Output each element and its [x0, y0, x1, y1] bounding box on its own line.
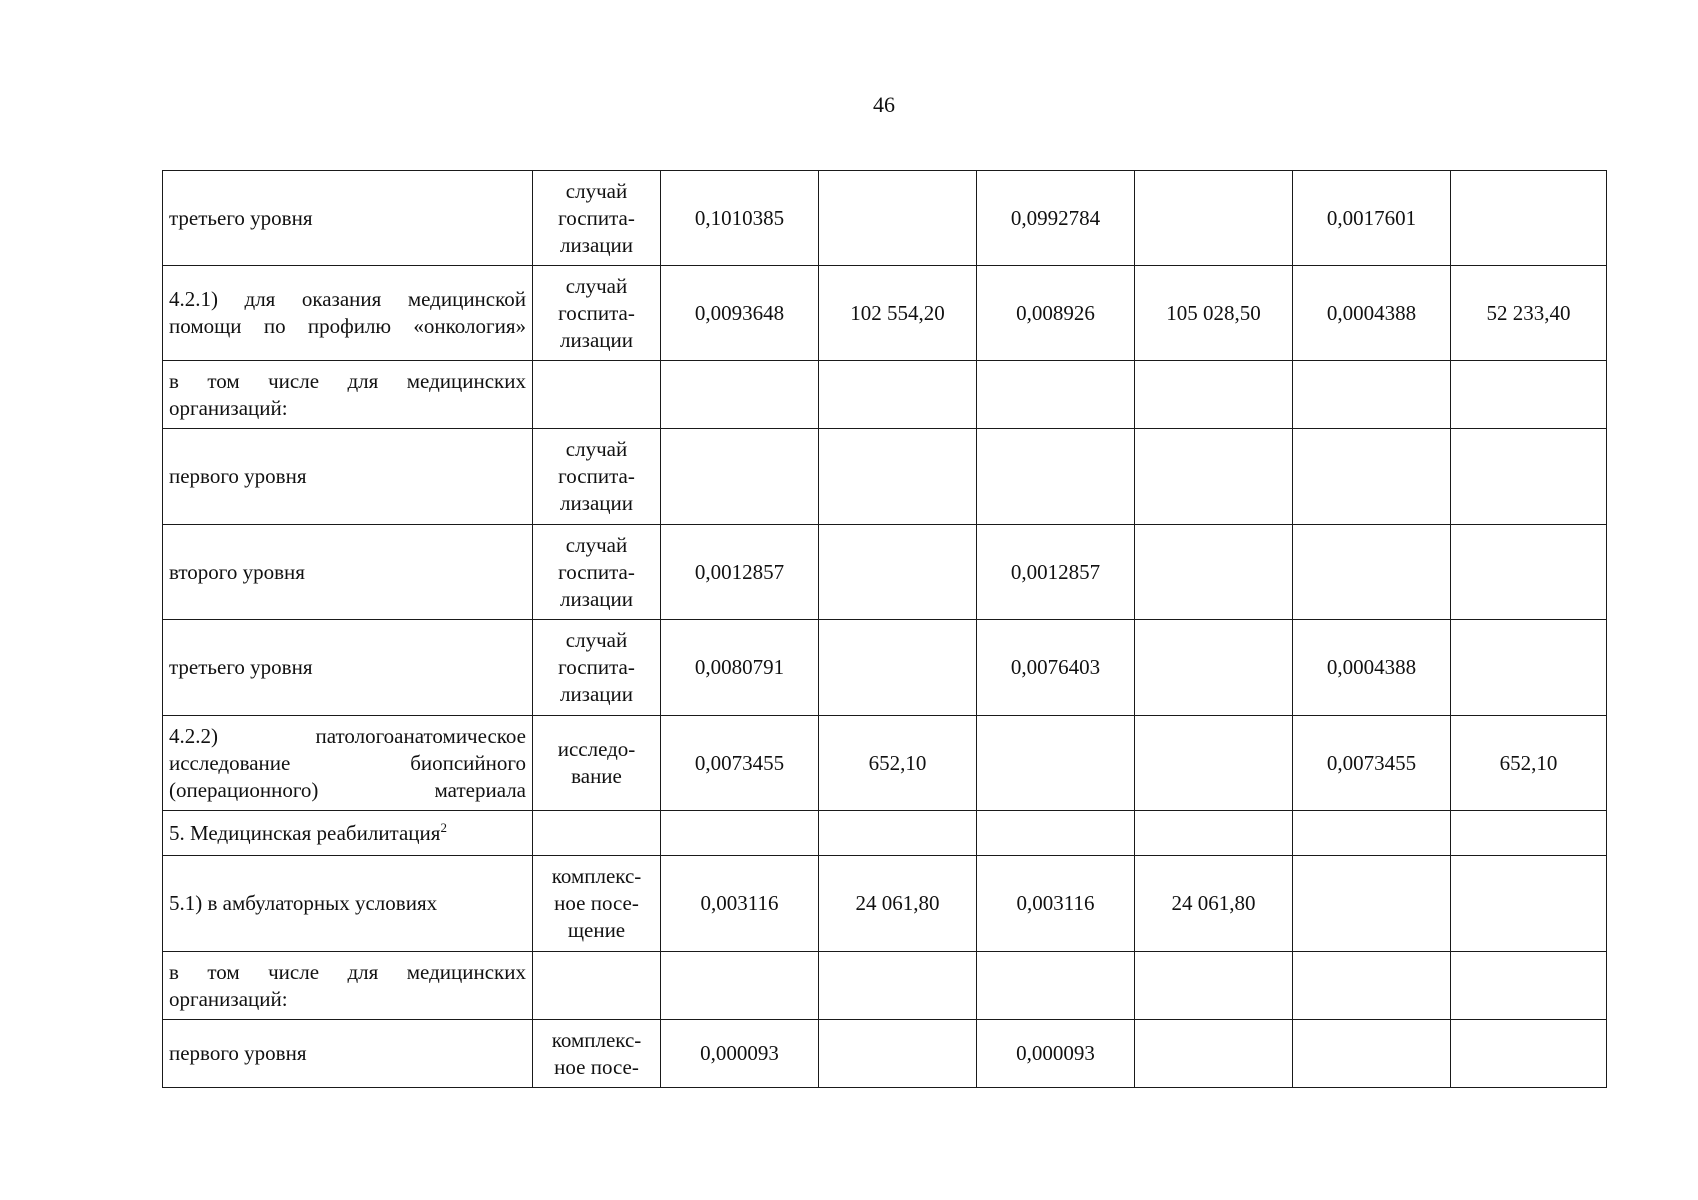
value-cell [1135, 171, 1293, 266]
value-cell [977, 716, 1135, 811]
value-cell: 0,000093 [661, 1020, 819, 1088]
value-cell [1293, 525, 1451, 620]
value-cell [1135, 716, 1293, 811]
unit-line: госпита- [558, 205, 635, 230]
value-cell [819, 171, 977, 266]
value-cell [661, 361, 819, 429]
unit-line: лизации [559, 586, 634, 611]
unit-line: госпита- [558, 655, 635, 679]
value-cell [1293, 429, 1451, 525]
row-name: третьего уровня [163, 620, 533, 716]
row-unit [533, 1020, 661, 1088]
unit-line: вание [571, 764, 622, 788]
table-row [163, 361, 1607, 429]
value-cell: 0,0080791 [661, 620, 819, 716]
unit-line: госпита- [558, 559, 635, 584]
value-cell [1451, 171, 1607, 266]
value-cell [1451, 525, 1607, 620]
footnote-marker: 2 [440, 819, 447, 835]
value-cell [1293, 361, 1451, 429]
row-name: первого уровня [163, 1020, 533, 1088]
value-cell [661, 429, 819, 525]
value-cell: 0,008926 [977, 266, 1135, 361]
row-name: в том числе для медицинских организаций: [163, 952, 533, 1020]
table-row [163, 429, 1607, 525]
table-row [163, 525, 1607, 620]
table-row [163, 716, 1607, 811]
value-cell: 24 061,80 [1135, 856, 1293, 952]
row-name: 5.1) в амбулаторных условиях [163, 856, 533, 952]
value-cell: 0,0012857 [977, 525, 1135, 620]
value-cell [819, 1020, 977, 1088]
unit-line: комплекс- [551, 864, 642, 888]
row-unit [533, 171, 661, 266]
value-cell: 0,000093 [977, 1020, 1135, 1088]
row-name: первого уровня [163, 429, 533, 525]
value-cell [1135, 361, 1293, 429]
row-name: в том числе для медицинских организаций: [163, 361, 533, 429]
value-cell [1135, 620, 1293, 716]
table-row [163, 856, 1607, 952]
value-cell [819, 361, 977, 429]
value-cell [1451, 361, 1607, 429]
unit-line: госпита- [558, 464, 635, 488]
value-cell [1135, 525, 1293, 620]
value-cell [977, 361, 1135, 429]
table-row [163, 171, 1607, 266]
unit-line: случай [565, 437, 628, 461]
value-cell [1293, 811, 1451, 856]
data-table [162, 170, 1607, 1088]
row-unit [533, 429, 661, 525]
value-cell [1293, 856, 1451, 952]
row-unit [533, 811, 661, 856]
value-cell: 0,0004388 [1293, 620, 1451, 716]
value-cell: 0,0073455 [1293, 716, 1451, 811]
row-unit [533, 266, 661, 361]
value-cell: 0,0076403 [977, 620, 1135, 716]
value-cell [977, 811, 1135, 856]
value-cell [977, 429, 1135, 525]
value-cell: 0,1010385 [661, 171, 819, 266]
unit-line: лизации [559, 682, 634, 706]
row-unit [533, 620, 661, 716]
value-cell: 652,10 [1451, 716, 1607, 811]
value-cell [1293, 1020, 1451, 1088]
value-cell [1135, 952, 1293, 1020]
row-unit [533, 856, 661, 952]
row-unit [533, 525, 661, 620]
unit-line: комплекс- [551, 1027, 642, 1052]
value-cell [1135, 811, 1293, 856]
unit-line: лизации [559, 232, 634, 257]
unit-line: ное посе- [554, 1054, 639, 1079]
value-cell: 0,0004388 [1293, 266, 1451, 361]
table-row [163, 952, 1607, 1020]
table-row [163, 811, 1607, 856]
value-cell: 102 554,20 [819, 266, 977, 361]
value-cell [1293, 952, 1451, 1020]
value-cell: 0,0012857 [661, 525, 819, 620]
value-cell: 52 233,40 [1451, 266, 1607, 361]
unit-line: лизации [559, 327, 634, 352]
value-cell [1451, 1020, 1607, 1088]
unit-line: госпита- [558, 300, 635, 325]
value-cell [1451, 429, 1607, 525]
page-number: 46 [873, 92, 895, 117]
value-cell: 0,0017601 [1293, 171, 1451, 266]
value-cell [819, 620, 977, 716]
value-cell: 105 028,50 [1135, 266, 1293, 361]
value-cell: 652,10 [819, 716, 977, 811]
row-name: 4.2.1) для оказания медицинской помощи по профилю «онкология» [163, 266, 533, 361]
value-cell [1135, 429, 1293, 525]
value-cell: 0,003116 [977, 856, 1135, 952]
value-cell [1451, 952, 1607, 1020]
row-unit [533, 361, 661, 429]
value-cell [1135, 1020, 1293, 1088]
value-cell [661, 952, 819, 1020]
value-cell [1451, 620, 1607, 716]
row-name: 5. Медицинская реабилитация$^2$ [163, 811, 533, 856]
row-unit [533, 952, 661, 1020]
row-name: второго уровня [163, 525, 533, 620]
value-cell: 0,003116 [661, 856, 819, 952]
value-cell [1451, 856, 1607, 952]
table-row [163, 266, 1607, 361]
unit-line: лизации [559, 491, 634, 515]
value-cell [819, 525, 977, 620]
unit-line: случай [565, 532, 628, 557]
unit-line: случай [565, 273, 628, 298]
unit-line: случай [565, 628, 628, 652]
value-cell [1451, 811, 1607, 856]
unit-line: щение [567, 918, 626, 942]
table-row [163, 1020, 1607, 1088]
value-cell: 0,0992784 [977, 171, 1135, 266]
row-name: третьего уровня [163, 171, 533, 266]
value-cell: 0,0073455 [661, 716, 819, 811]
value-cell [977, 952, 1135, 1020]
value-cell: 0,0093648 [661, 266, 819, 361]
table-row [163, 620, 1607, 716]
value-cell [819, 429, 977, 525]
unit-line: ное посе- [554, 891, 639, 915]
row-unit [533, 716, 661, 811]
unit-line: исследо- [557, 737, 636, 761]
value-cell [661, 811, 819, 856]
value-cell [819, 952, 977, 1020]
unit-line: случай [565, 178, 628, 203]
value-cell: 24 061,80 [819, 856, 977, 952]
row-name: 4.2.2) патологоанатомическое исследование биопсийного (операционного) материала [163, 716, 533, 811]
value-cell [819, 811, 977, 856]
